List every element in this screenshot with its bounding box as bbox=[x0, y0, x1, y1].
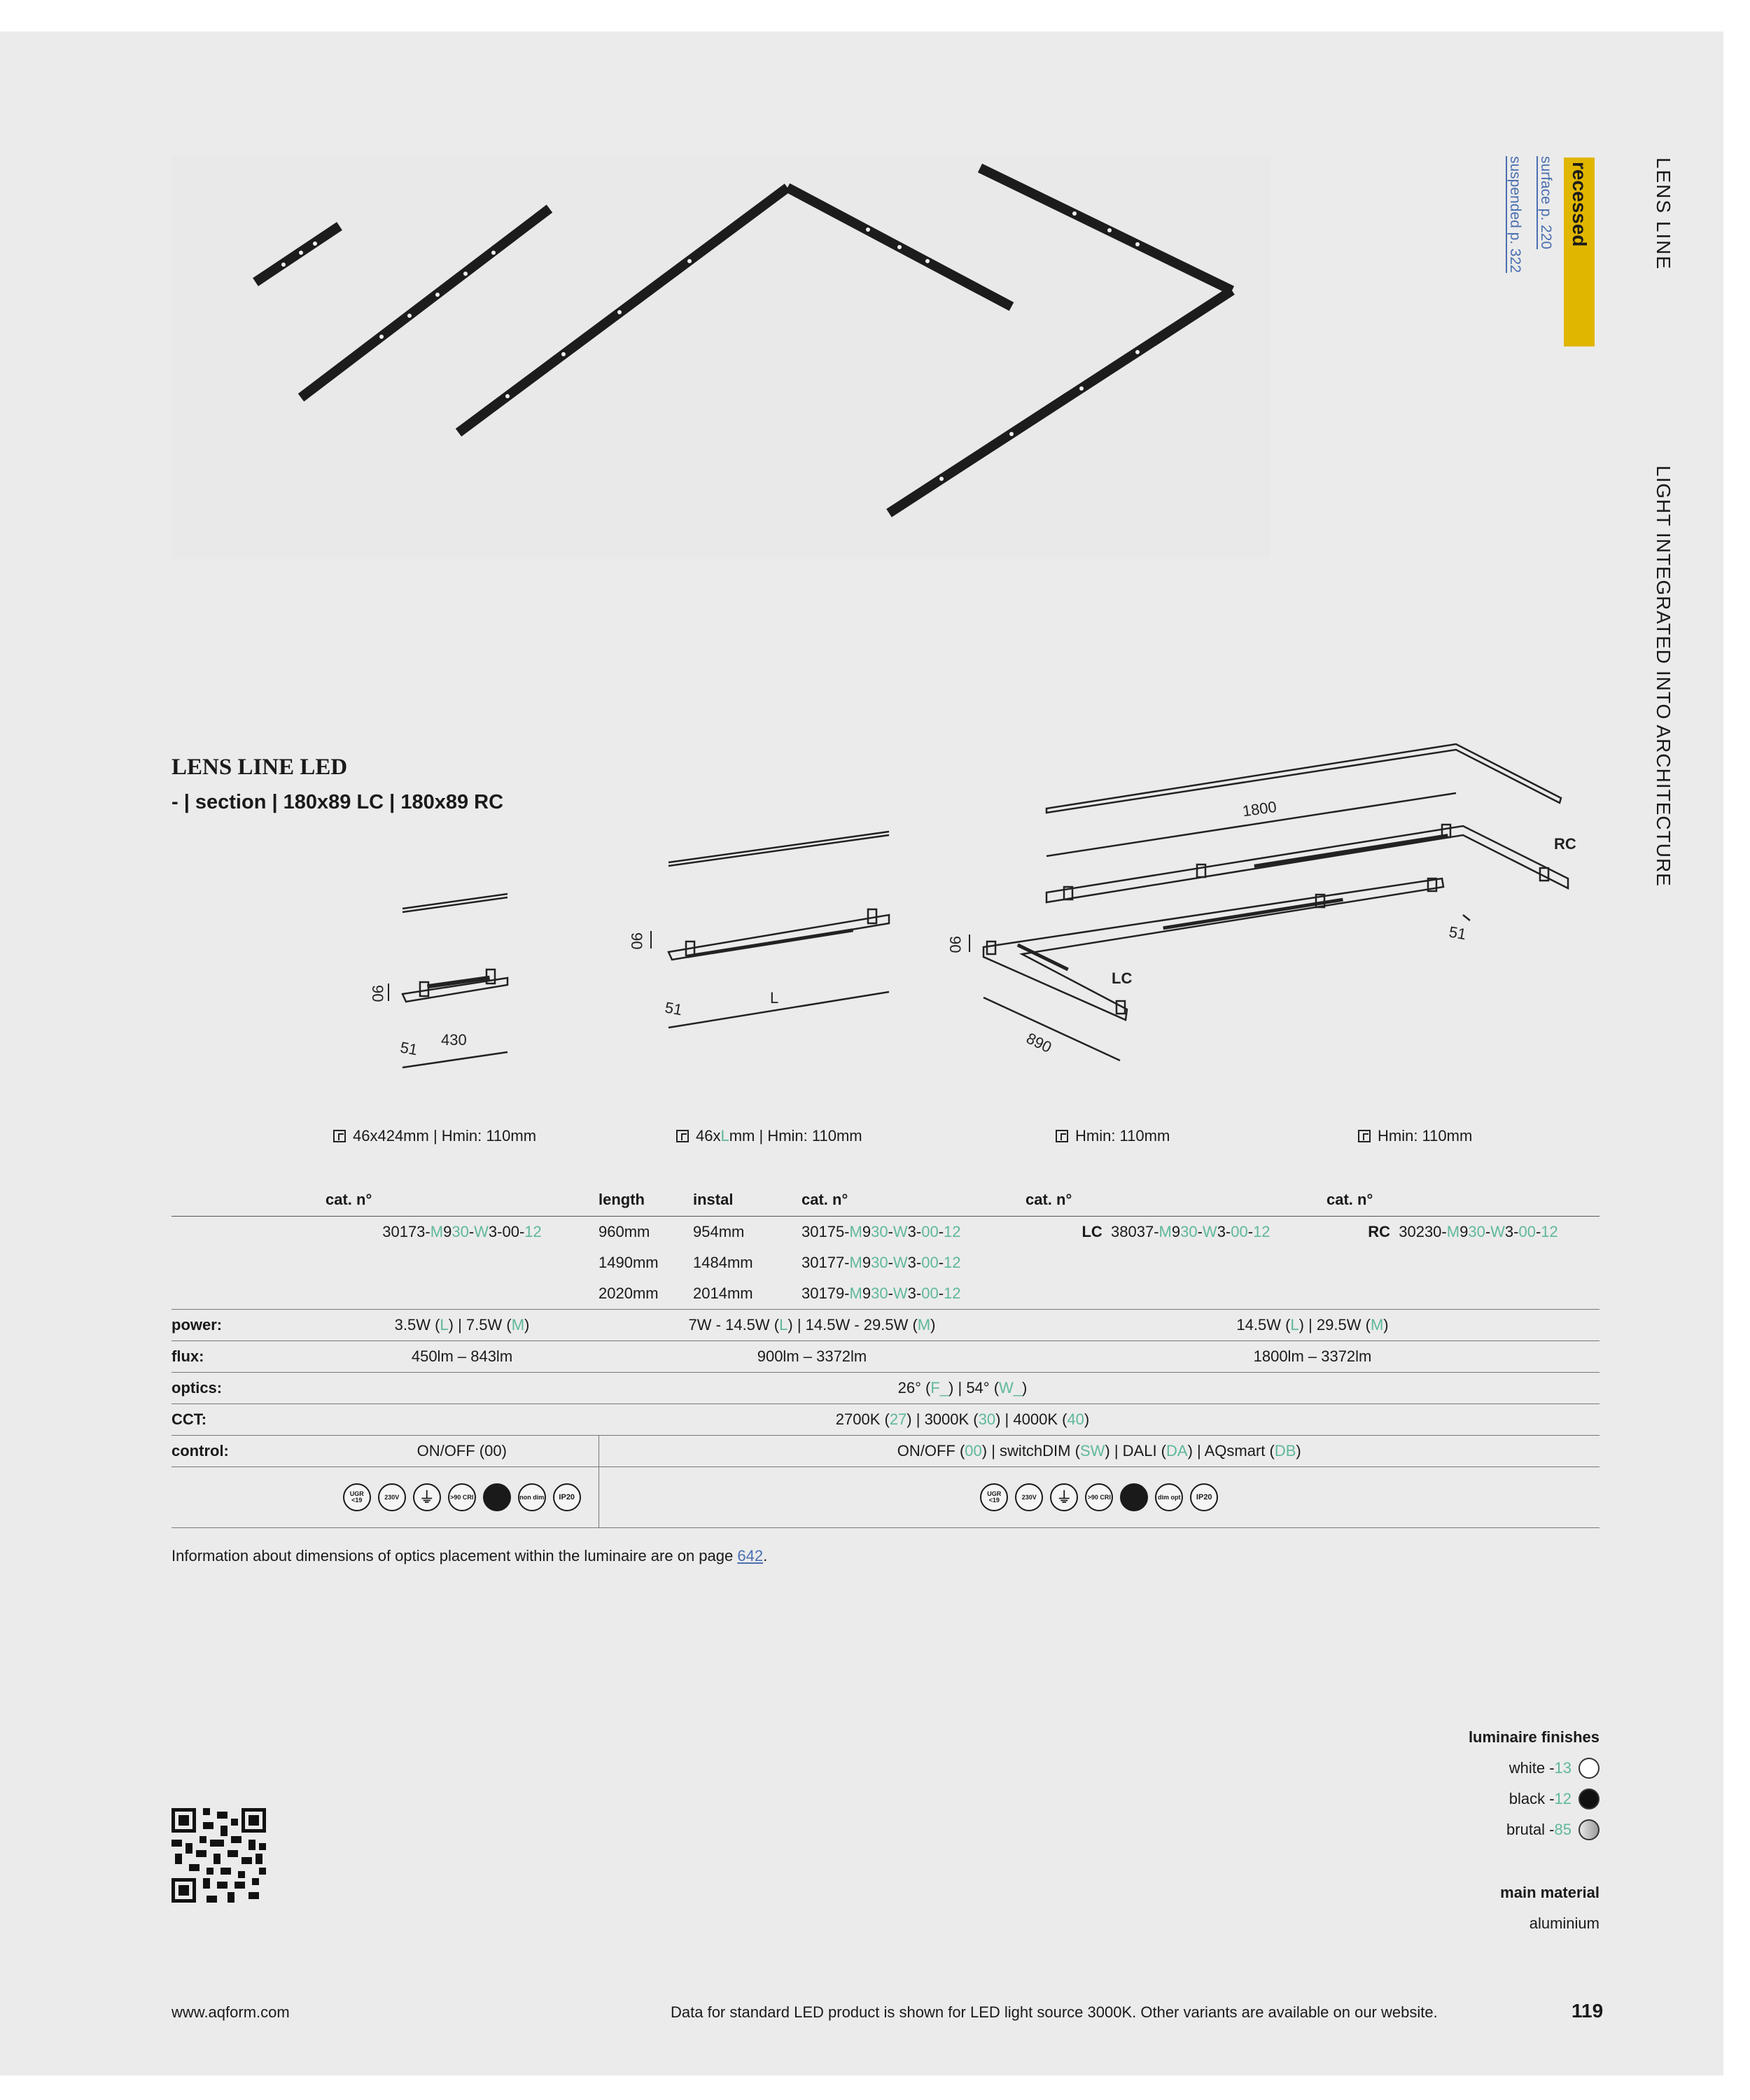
d3-length-890: 890 bbox=[1023, 1029, 1055, 1056]
ip-icon: IP20 bbox=[553, 1483, 581, 1511]
flux-label: flux: bbox=[172, 1341, 326, 1373]
power-row bbox=[172, 1310, 1600, 1341]
cutout-icon bbox=[333, 1130, 346, 1142]
series-label: LENS LINE bbox=[1653, 158, 1674, 271]
instal-cell: 1484mm bbox=[693, 1254, 753, 1271]
flux-3: 1800lm – 3372lm bbox=[1026, 1341, 1600, 1373]
power-label: power: bbox=[172, 1310, 326, 1341]
lc-label: LC bbox=[1112, 969, 1133, 987]
ip-icon: IP20 bbox=[1190, 1483, 1218, 1511]
d2-height: 90 bbox=[628, 932, 645, 950]
cutout-icon bbox=[1056, 1130, 1068, 1142]
power-2: 7W - 14.5W (L) | 14.5W - 29.5W (M) bbox=[598, 1310, 1026, 1341]
rc-label: RC bbox=[1554, 835, 1576, 853]
cri-icon: >90 CRI bbox=[448, 1483, 476, 1511]
cutout-icon bbox=[1358, 1130, 1371, 1142]
finishes-title: luminaire finishes bbox=[1468, 1728, 1600, 1746]
voltage-icon: 230V bbox=[1015, 1483, 1043, 1511]
control-row bbox=[172, 1436, 1600, 1467]
length-cell: 2020mm bbox=[598, 1284, 659, 1302]
power-3: 14.5W (L) | 29.5W (M) bbox=[1026, 1310, 1600, 1341]
cat-number: 30177-M930-W3-00-12 bbox=[802, 1254, 961, 1271]
d3-height: 90 bbox=[946, 936, 964, 953]
cat-number: 30179-M930-W3-00-12 bbox=[802, 1284, 961, 1302]
cat-number-lc: LC 38037-M930-W3-00-12 bbox=[1082, 1223, 1270, 1240]
cct-row bbox=[172, 1404, 1600, 1436]
page-number: 119 bbox=[1572, 2000, 1604, 2022]
col-instal: instal bbox=[693, 1186, 802, 1217]
col-cat2: cat. n° bbox=[802, 1186, 1026, 1217]
power-1: 3.5W (L) | 7.5W (M) bbox=[326, 1310, 598, 1341]
product-title: LENS LINE LED bbox=[172, 755, 348, 780]
cat-number: 30175-M930-W3-00-12 bbox=[802, 1223, 961, 1240]
cutout-3 bbox=[1056, 1127, 1170, 1145]
catalog-page bbox=[0, 31, 1723, 2076]
cat-number: 30173-M930-W3-00-12 bbox=[382, 1223, 542, 1240]
ugr-icon: UGR <19 bbox=[980, 1483, 1008, 1511]
spec-table bbox=[172, 1186, 1600, 1528]
technical-drawings bbox=[350, 732, 1610, 1096]
optics-row bbox=[172, 1373, 1600, 1404]
instal-cell: 954mm bbox=[693, 1223, 745, 1240]
feature-icons-1 bbox=[326, 1483, 598, 1511]
finish-white: white -13 bbox=[1320, 1753, 1600, 1784]
optics-label: optics: bbox=[172, 1373, 326, 1404]
cutout-4-text: Hmin: 110mm bbox=[1378, 1127, 1473, 1144]
length-cell: 1490mm bbox=[598, 1254, 659, 1271]
d2-width: 51 bbox=[664, 998, 684, 1019]
non-dim-icon: non dim bbox=[518, 1483, 546, 1511]
d3-width: 51 bbox=[1448, 923, 1468, 944]
voltage-icon: 230V bbox=[378, 1483, 406, 1511]
table-row bbox=[172, 1217, 1600, 1248]
cutout-1 bbox=[333, 1127, 536, 1145]
cutout-2-post: mm | Hmin: 110mm bbox=[729, 1127, 862, 1144]
footer-url[interactable]: www.aqform.com bbox=[172, 2003, 290, 2021]
dim-opt-icon: dim opt bbox=[1155, 1483, 1183, 1511]
beam-icon bbox=[483, 1483, 511, 1511]
length-cell: 960mm bbox=[598, 1223, 650, 1240]
cutout-3-text: Hmin: 110mm bbox=[1075, 1127, 1170, 1144]
finishes-panel bbox=[1320, 1722, 1600, 1939]
finish-black: black -12 bbox=[1320, 1784, 1600, 1814]
material-title: main material bbox=[1500, 1884, 1600, 1901]
optics-value: 26° (F_) | 54° (W_) bbox=[326, 1373, 1600, 1404]
finish-brutal-swatch bbox=[1578, 1819, 1600, 1840]
tab-recessed[interactable]: recessed bbox=[1564, 158, 1595, 346]
table-row bbox=[172, 1247, 1600, 1278]
flux-2: 900lm – 3372lm bbox=[598, 1341, 1026, 1373]
d3-length-1800: 1800 bbox=[1241, 797, 1278, 820]
beam-icon bbox=[1120, 1483, 1148, 1511]
cutout-2 bbox=[676, 1127, 862, 1145]
feature-icons-2 bbox=[599, 1483, 1600, 1511]
ground-icon: ⏚ bbox=[1050, 1483, 1078, 1511]
control-2: ON/OFF (00) | switchDIM (SW) | DALI (DA) | AQsmart (DB) bbox=[598, 1436, 1600, 1467]
category-label: LIGHT INTEGRATED INTO ARCHITECTURE bbox=[1653, 465, 1674, 887]
cutout-2-var: L bbox=[720, 1127, 729, 1144]
d1-length: 430 bbox=[441, 1031, 467, 1049]
footer-disclaimer: Data for standard LED product is shown for LED light source 3000K. Other variants are available on our website. bbox=[671, 2003, 1438, 2021]
flux-1: 450lm – 843lm bbox=[326, 1341, 598, 1373]
flux-row bbox=[172, 1341, 1600, 1373]
product-photo bbox=[172, 156, 1270, 559]
link-suspended[interactable]: suspended p. 322 bbox=[1507, 156, 1523, 273]
ground-icon: ⏚ bbox=[413, 1483, 441, 1511]
d1-height: 90 bbox=[369, 985, 386, 1002]
finish-white-swatch bbox=[1578, 1758, 1600, 1779]
optics-note: Information about dimensions of optics placement within the luminaire are on page 642. bbox=[172, 1547, 768, 1564]
page-link[interactable]: 642 bbox=[737, 1547, 764, 1564]
cri-icon: >90 CRI bbox=[1085, 1483, 1113, 1511]
cct-value: 2700K (27) | 3000K (30) | 4000K (40) bbox=[326, 1404, 1600, 1436]
instal-cell: 2014mm bbox=[693, 1284, 753, 1302]
product-subtitle: - | section | 180x89 LC | 180x89 RC bbox=[172, 791, 504, 813]
ugr-icon: UGR <19 bbox=[343, 1483, 371, 1511]
icons-row bbox=[172, 1467, 1600, 1528]
control-1: ON/OFF (00) bbox=[326, 1436, 598, 1467]
col-length: length bbox=[598, 1186, 693, 1217]
col-cat3: cat. n° bbox=[1026, 1186, 1326, 1217]
finish-brutal: brutal -85 bbox=[1320, 1814, 1600, 1845]
qr-code[interactable] bbox=[172, 1808, 266, 1903]
cutout-4 bbox=[1358, 1127, 1472, 1145]
d1-width: 51 bbox=[398, 1038, 419, 1059]
table-row bbox=[172, 1278, 1600, 1310]
cct-label: CCT: bbox=[172, 1404, 326, 1436]
cat-number-rc: RC 30230-M930-W3-00-12 bbox=[1368, 1223, 1558, 1240]
material-value: aluminium bbox=[1529, 1914, 1600, 1932]
link-surface[interactable]: surface p. 220 bbox=[1538, 156, 1554, 250]
cutout-icon bbox=[676, 1130, 689, 1142]
cutout-2-pre: 46x bbox=[696, 1127, 721, 1144]
control-label: control: bbox=[172, 1436, 326, 1467]
cutout-1-text: 46x424mm | Hmin: 110mm bbox=[353, 1127, 537, 1144]
finish-black-swatch bbox=[1578, 1788, 1600, 1809]
col-cat1: cat. n° bbox=[326, 1186, 598, 1217]
col-cat4: cat. n° bbox=[1326, 1186, 1600, 1217]
d2-length: L bbox=[770, 989, 779, 1007]
